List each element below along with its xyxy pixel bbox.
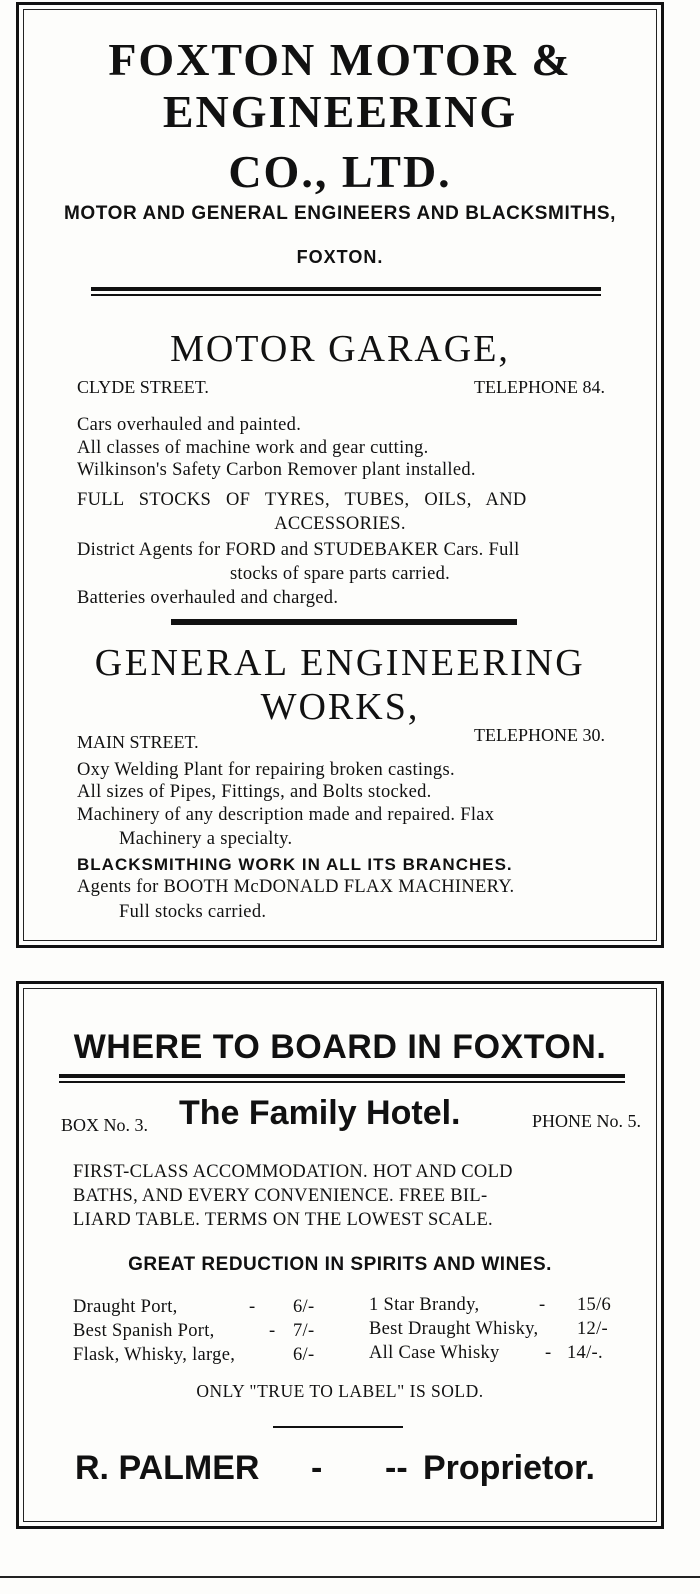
proprietor-name: R. PALMER (75, 1449, 260, 1487)
company-name-line-1: FOXTON MOTOR & (108, 34, 572, 85)
works-line: Machinery a specialty. (119, 829, 293, 849)
price-value: 15/6 (577, 1295, 612, 1315)
board-headline: WHERE TO BOARD IN FOXTON. (73, 1028, 607, 1066)
blacksmithing-line: BLACKSMITHING WORK IN ALL ITS BRANCHES. (77, 855, 513, 874)
box-number: BOX No. 3. (61, 1115, 149, 1135)
garage-line: Wilkinson's Safety Carbon Remover plant installed. (77, 460, 476, 480)
hotel-description: BATHS, AND EVERY CONVENIENCE. FREE BIL- (73, 1186, 488, 1206)
garage-line: Cars overhauled and painted. (77, 415, 302, 435)
price-item: Best Spanish Port, (73, 1321, 215, 1341)
label-note: ONLY "TRUE TO LABEL" IS SOLD. (196, 1381, 484, 1401)
hotel-description: LIARD TABLE. TERMS ON THE LOWEST SCALE. (73, 1210, 493, 1230)
hotel-description: FIRST-CLASS ACCOMMODATION. HOT AND COLD (73, 1162, 513, 1182)
company-location: FOXTON. (296, 247, 384, 267)
price-item: Best Draught Whisky, (369, 1319, 539, 1339)
works-street: MAIN STREET. (77, 732, 199, 752)
short-divider (273, 1426, 403, 1428)
price-dash: - (269, 1321, 276, 1341)
price-dash: - (545, 1343, 552, 1363)
price-dash: - (249, 1297, 256, 1317)
company-subtitle: MOTOR AND GENERAL ENGINEERS AND BLACKSMITHS, (63, 203, 617, 224)
price-value: 12/- (577, 1319, 609, 1339)
double-rule-divider (91, 287, 601, 296)
garage-stocks-line: ACCESSORIES. (274, 514, 406, 534)
phone-number: PHONE No. 5. (531, 1111, 641, 1131)
proprietor-dash: - (311, 1449, 323, 1487)
price-item: All Case Whisky (369, 1343, 500, 1363)
garage-agents-line: District Agents for FORD and STUDEBAKER Cars. Full (77, 540, 520, 560)
works-agents-line: Agents for BOOTH McDONALD FLAX MACHINERY. (77, 877, 515, 897)
price-dash: - (539, 1295, 546, 1315)
proprietor-title: Proprietor. (423, 1449, 595, 1487)
garage-stocks-line: FULL STOCKS OF TYRES, TUBES, OILS, AND (77, 490, 527, 510)
works-heading-line-2: WORKS, (260, 686, 420, 728)
works-line: Machinery of any description made and repaired. Flax (77, 805, 495, 825)
company-name-line-3: CO., LTD. (228, 146, 452, 197)
hotel-name: The Family Hotel. (179, 1094, 461, 1132)
company-name-line-2: ENGINEERING (162, 86, 518, 137)
garage-heading: MOTOR GARAGE, (170, 328, 510, 370)
garage-line: All classes of machine work and gear cutting. (77, 438, 429, 458)
foxton-motor-advertisement (16, 2, 664, 948)
garage-agents-line: stocks of spare parts carried. (229, 564, 451, 584)
garage-telephone: TELEPHONE 84. (474, 377, 605, 397)
garage-line: Batteries overhauled and charged. (77, 588, 339, 608)
garage-street: CLYDE STREET. (77, 377, 209, 397)
family-hotel-advertisement (16, 981, 664, 1529)
section-divider (171, 619, 517, 625)
price-item: 1 Star Brandy, (369, 1295, 480, 1315)
works-telephone: TELEPHONE 30. (474, 725, 605, 745)
works-agents-line: Full stocks carried. (119, 902, 267, 922)
proprietor-dash: -- (385, 1449, 408, 1487)
price-value: 7/- (293, 1321, 315, 1341)
headline-underline (59, 1074, 625, 1083)
price-item: Flask, Whisky, large, (73, 1345, 236, 1365)
works-heading-line-1: GENERAL ENGINEERING (94, 642, 586, 684)
bottom-rule (0, 1576, 700, 1578)
price-value: 6/- (293, 1345, 315, 1365)
price-value: 6/- (293, 1297, 315, 1317)
works-line: Oxy Welding Plant for repairing broken castings. (77, 760, 455, 780)
price-item: Draught Port, (73, 1297, 178, 1317)
price-value: 14/-. (567, 1343, 603, 1363)
reduction-heading: GREAT REDUCTION IN SPIRITS AND WINES. (128, 1254, 552, 1275)
works-line: All sizes of Pipes, Fittings, and Bolts stocked. (77, 782, 432, 802)
